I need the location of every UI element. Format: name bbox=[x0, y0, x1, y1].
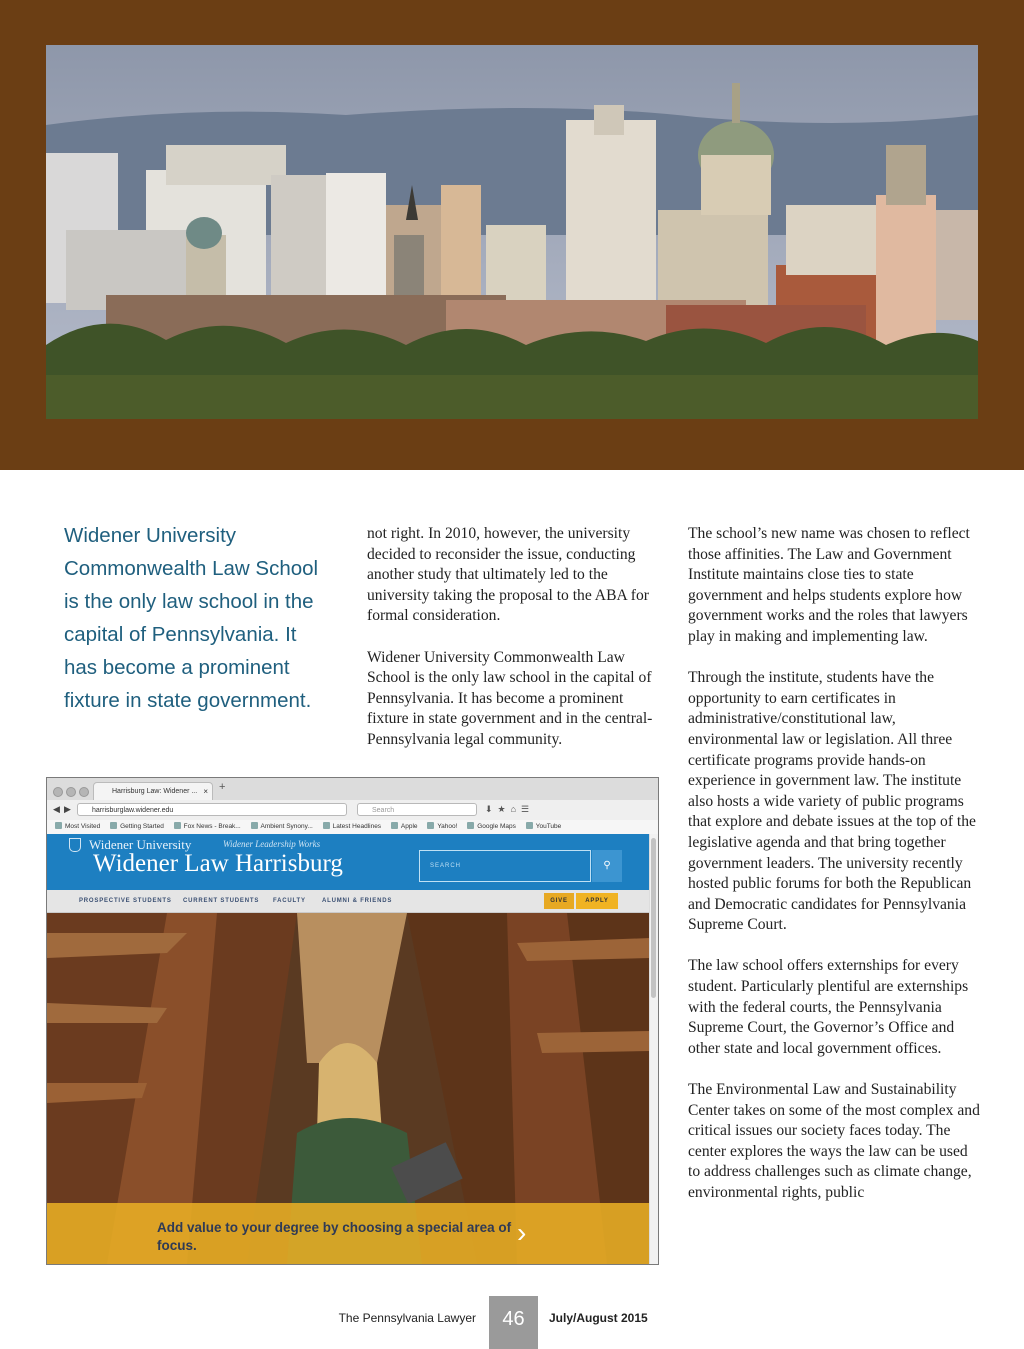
paragraph: The school’s new name was chosen to reflect those affinities. The Law and Government Institute maintains close ties to state government and helps students explore how government works and the roles that lawyers play in making and implementing law. bbox=[688, 525, 970, 645]
tab-title: Harrisburg Law: Widener ... bbox=[112, 788, 198, 795]
site-header bbox=[47, 834, 650, 890]
nav-current-students[interactable]: CURRENT STUDENTS bbox=[183, 898, 260, 904]
back-arrow-icon[interactable]: ◀ bbox=[53, 804, 60, 814]
site-tagline: Widener Leadership Works bbox=[223, 839, 321, 849]
paragraph: Through the institute, students have the opportunity to earn certificates in administrative/constitutional law, environmental law or legislation. All three certificate programs provide hands-on experience in government law. The institute also hosts a wide variety of public programs that explore and debate issues at the top of the legislative agenda and that bring together government leaders. The university recently hosted public forums for both the Republican and Democratic candidates for Pennsylvania Supreme Court. bbox=[688, 669, 976, 934]
search-icon[interactable]: ⚲ bbox=[592, 850, 622, 882]
publication-name: The Pennsylvania Lawyer bbox=[338, 1311, 476, 1325]
paragraph: The law school offers externships for every student. Particularly plentiful are externships with the federal courts, the Pennsylvania Supreme Court, the Governor’s Office and other state and local government offices. bbox=[688, 957, 969, 1057]
new-tab-icon[interactable]: + bbox=[219, 781, 226, 793]
scroll-thumb[interactable] bbox=[651, 838, 656, 998]
browser-screenshot bbox=[46, 777, 659, 1265]
nav-faculty[interactable]: FACULTY bbox=[273, 898, 306, 904]
cta-text: Add value to your degree by choosing a special area of focus. bbox=[157, 1220, 512, 1253]
university-name[interactable]: Widener University bbox=[89, 837, 192, 852]
body-column-middle bbox=[367, 524, 659, 771]
body-column-right bbox=[688, 524, 980, 1224]
chevron-right-icon[interactable]: › bbox=[517, 1217, 527, 1248]
bookmark-item[interactable]: Apple bbox=[391, 820, 418, 834]
bookmark-item[interactable]: YouTube bbox=[526, 820, 562, 834]
forward-arrow-icon[interactable]: ▶ bbox=[64, 804, 71, 814]
browser-toolbar bbox=[47, 800, 658, 821]
bookmark-item[interactable]: Most Visited bbox=[55, 820, 100, 834]
bookmark-item[interactable]: Latest Headlines bbox=[323, 820, 381, 834]
tab-close-icon[interactable]: × bbox=[203, 787, 208, 796]
bookmark-item[interactable]: Fox News - Break... bbox=[174, 820, 241, 834]
minimize-window-icon[interactable] bbox=[66, 787, 76, 797]
bookmarks-bar bbox=[47, 820, 658, 835]
bookmark-item[interactable]: Yahoo! bbox=[427, 820, 457, 834]
bookmark-item[interactable]: Getting Started bbox=[110, 820, 164, 834]
focus-area-banner[interactable] bbox=[47, 1203, 650, 1264]
give-button[interactable]: GIVE bbox=[544, 893, 574, 909]
browser-search-input[interactable]: Search bbox=[357, 803, 477, 816]
harrisburg-skyline-photo bbox=[46, 45, 978, 419]
zoom-window-icon[interactable] bbox=[79, 787, 89, 797]
website-viewport bbox=[47, 834, 650, 1264]
pull-quote: Widener University Commonwealth Law School is the only law school in the capital of Pennsylvania. It has become a prominent fixture in state government. bbox=[64, 524, 319, 712]
paragraph: Widener University Commonwealth Law School is the only law school in the capital of Pennsylvania. It has become a prominent fixture in state government and in the central-Pennsylvania legal community. bbox=[367, 648, 653, 748]
toolbar-icons[interactable]: ⬇★⌂☰ bbox=[485, 804, 535, 814]
site-navigation bbox=[47, 890, 650, 913]
page-footer bbox=[0, 1296, 1024, 1349]
paragraph: The Environmental Law and Sustainability Center takes on some of the most complex and critical issues our society faces today. The center explores the ways the law can be used to address challenges such as climate change, environmental rights, public bbox=[688, 1081, 980, 1201]
top-banner bbox=[0, 0, 1024, 470]
address-bar[interactable]: harrisburglaw.widener.edu bbox=[77, 803, 347, 816]
nav-alumni-friends[interactable]: ALUMNI & FRIENDS bbox=[322, 898, 393, 904]
bookmark-item[interactable]: Google Maps bbox=[467, 820, 516, 834]
page-number: 46 bbox=[489, 1296, 538, 1349]
site-search-input[interactable]: SEARCH bbox=[419, 850, 591, 882]
paragraph: not right. In 2010, however, the university decided to reconsider the issue, conducting another study that ultimately led to the university taking the proposal to the ABA for formal consideration. bbox=[367, 525, 649, 625]
browser-tab[interactable] bbox=[93, 782, 213, 800]
browser-tab-bar bbox=[47, 778, 658, 800]
apply-button[interactable]: APPLY bbox=[576, 893, 618, 909]
site-title[interactable]: Widener Law Harrisburg bbox=[93, 850, 343, 877]
widener-shield-icon bbox=[69, 838, 81, 852]
nav-prospective-students[interactable]: PROSPECTIVE STUDENTS bbox=[79, 898, 172, 904]
scrollbar[interactable] bbox=[649, 834, 658, 1264]
bookmark-item[interactable]: Ambient Synony... bbox=[251, 820, 313, 834]
issue-date: July/August 2015 bbox=[549, 1311, 648, 1325]
close-window-icon[interactable] bbox=[53, 787, 63, 797]
library-hero-image bbox=[47, 913, 650, 1264]
